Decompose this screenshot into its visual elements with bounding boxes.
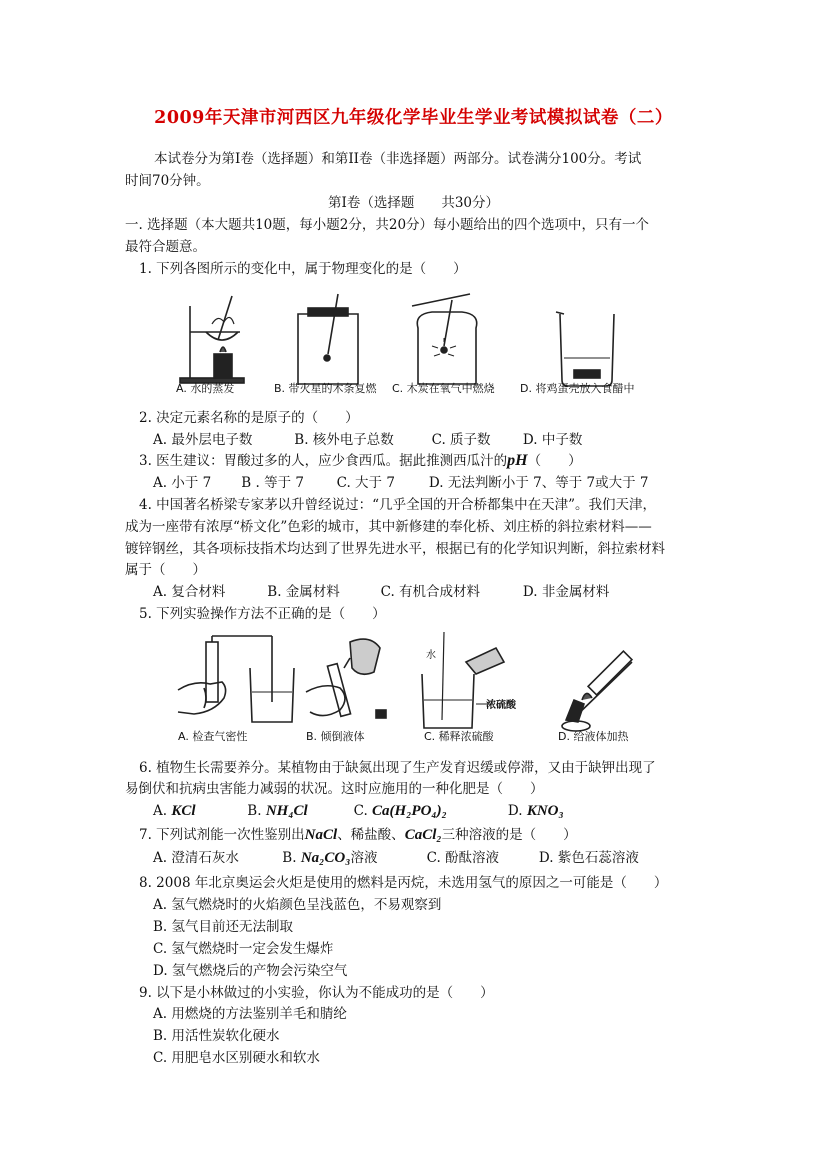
q5-label-water: 水: [426, 650, 436, 661]
q8-stem: 8. 2008 年北京奥运会火炬是使用的燃料是丙烷，未选用氢气的原因之一可能是（ ）: [139, 875, 668, 891]
q5-caption-c: C. 稀释浓硫酸: [424, 730, 494, 743]
q6-option-a: [153, 802, 243, 820]
q4-option-a: A. 复合材料: [153, 584, 226, 600]
q2-stem: 2. 决定元素名称的是原子的（ ）: [139, 410, 359, 426]
q6-line-2: 易倒伏和抗病虫害能力减弱的状况。这时应施用的一种化肥是（ ）: [125, 781, 544, 797]
q1-caption-c: C. 木炭在氧气中燃烧: [392, 382, 495, 395]
q7-stem-part-2: 、稀盐酸、: [337, 827, 405, 843]
q6-option-a-formula: KCl: [171, 803, 196, 819]
q3-stem-text: 3. 医生建议：胃酸过多的人，应少食西瓜。据此推测西瓜汁的: [139, 453, 508, 469]
q5-stem: 5. 下列实验操作方法不正确的是（ ）: [139, 606, 386, 622]
q1-figure: [170, 284, 670, 404]
q4-options: [153, 583, 609, 601]
q9-option-b: B. 用活性炭软化硬水: [153, 1028, 280, 1044]
q7-stem-part-3: 三种溶液的是（ ）: [441, 827, 577, 843]
q6-option-d: [508, 802, 564, 820]
q8-option-b: B. 氢气目前还无法制取: [153, 919, 294, 935]
q5-label-acid: 浓硫酸: [486, 700, 516, 711]
q6-option-c-formula: Ca(H₂PO₄)₂: [372, 803, 447, 819]
intro-line-1: 本试卷分为第Ⅰ卷（选择题）和第II卷（非选择题）两部分。试卷满分100分。考试: [154, 151, 642, 167]
q2-option-d: D. 中子数: [522, 432, 583, 448]
q6-option-a-letter: A.: [153, 803, 168, 819]
section1-line-2: 最符合题意。: [125, 239, 206, 255]
q3-options: [153, 474, 648, 492]
intro-line-2: 时间70分钟。: [125, 173, 210, 189]
q4-line-3: 镀锌钢丝，其各项标技指术均达到了世界先进水平，根据已有的化学知识判断，斜拉索材料: [125, 541, 665, 557]
q6-option-c: [354, 802, 504, 820]
q8-option-c: C. 氢气燃烧时一定会发生爆炸: [153, 941, 334, 957]
q4-line-1: 4. 中国著名桥梁专家茅以升曾经说过：“几乎全国的开合桥都集中在天津”。我们天津，: [139, 497, 656, 513]
q7-option-b-letter: B.: [282, 850, 297, 866]
q7-stem-part-1: 7. 下列试剂能一次性鉴别出: [139, 827, 305, 843]
q9-stem: 9. 以下是小林做过的小实验，你认为不能成功的是（ ）: [139, 985, 494, 1001]
q6-option-c-letter: C.: [353, 803, 368, 819]
q1-caption-b: B. 带火星的木条复燃: [274, 382, 377, 395]
q4-option-c: C. 有机合成材料: [380, 584, 481, 600]
q6-option-d-formula: KNO₃: [526, 803, 564, 819]
q6-options: [153, 802, 564, 820]
q5-figure: [174, 628, 674, 748]
q7-stem: [139, 826, 577, 844]
q1-stem: 1. 下列各图所示的变化中，属于物理变化的是（ ）: [139, 261, 467, 277]
q5-caption-b: B. 倾倒液体: [306, 730, 365, 743]
q7-option-c: C. 酚酞溶液: [426, 850, 500, 866]
exam-title: 2009年天津市河西区九年级化学毕业生学业考试模拟试卷（二）: [154, 108, 673, 128]
q1-caption-a: A. 水的蒸发: [176, 382, 235, 395]
q3-option-a: A. 小于 7: [153, 475, 212, 491]
q2-option-c: C. 质子数: [431, 432, 491, 448]
q9-option-c: C. 用肥皂水区别硬水和软水: [153, 1050, 320, 1066]
q2-option-b: B. 核外电子总数: [294, 432, 394, 448]
q6-option-b: [247, 802, 349, 820]
q3-stem-bracket: （ ）: [527, 453, 582, 469]
q3-option-c: C. 大于 7: [336, 475, 395, 491]
q4-line-4: 属于（ ）: [125, 562, 206, 578]
q5-caption-d: D. 给液体加热: [558, 730, 629, 743]
q9-option-a: A. 用燃烧的方法鉴别羊毛和腈纶: [153, 1006, 347, 1022]
section1-line-1: 一. 选择题（本大题共10题，每小题2分，共20分）每小题给出的四个选项中，只有一个: [125, 217, 650, 233]
q5-caption-a: A. 检查气密性: [178, 730, 248, 743]
q6-line-1: 6. 植物生长需要养分。某植物由于缺氮出现了生产发育迟缓或停滞，又由于缺钾出现了: [139, 760, 656, 776]
part1-heading: 第Ⅰ卷（选择题 共30分）: [327, 195, 499, 211]
q8-option-d: D. 氢气燃烧后的产物会污染空气: [153, 963, 348, 979]
q7-option-b-tail: 溶液: [350, 850, 378, 866]
q1-caption-d: D. 将鸡蛋壳放入食醋中: [520, 382, 635, 395]
q3-stem: [139, 452, 582, 470]
q4-line-2: 成为一座带有浓厚“桥文化”色彩的城市，其中新修建的奉化桥、刘庄桥的斜拉索材料——: [125, 519, 652, 535]
q6-option-b-letter: B.: [247, 803, 262, 819]
q4-option-b: B. 金属材料: [267, 584, 340, 600]
q7-options: [153, 849, 639, 867]
q7-option-a: A. 澄清石灰水: [153, 850, 239, 866]
q7-formula-nacl: NaCl: [304, 827, 338, 843]
q7-option-b-formula: Na₂CO₃: [300, 850, 351, 866]
q6-option-d-letter: D.: [507, 803, 523, 819]
q7-formula-cacl2: CaCl₂: [404, 827, 442, 843]
q7-option-d: D. 紫色石蕊溶液: [538, 850, 639, 866]
q4-option-d: D. 非金属材料: [522, 584, 610, 600]
q3-option-d: D. 无法判断小于 7、等于 7或大于 7: [428, 475, 649, 491]
q6-option-b-formula: NH₄Cl: [265, 803, 308, 819]
q2-options: [153, 431, 582, 449]
q3-ph-symbol: pH: [507, 452, 528, 469]
q7-option-b: [282, 849, 422, 867]
q2-option-a: A. 最外层电子数: [153, 432, 253, 448]
q3-option-b: B . 等于 7: [241, 475, 304, 491]
q8-option-a: A. 氢气燃烧时的火焰颜色呈浅蓝色，不易观察到: [153, 897, 442, 913]
